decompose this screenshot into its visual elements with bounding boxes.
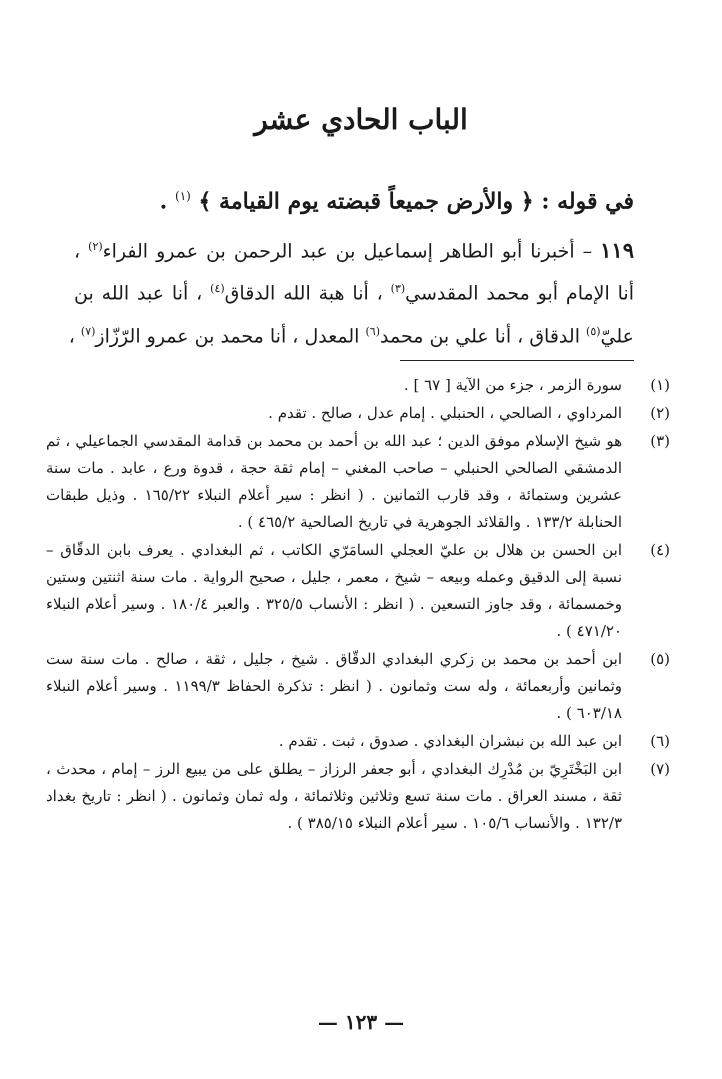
footnote-item bbox=[46, 372, 670, 399]
footnote-text: ابن الحسن بن هلال بن عليّ العجلي السامَرّي الكاتب ، ثم البغدادي . يعرف بابن الدقّاق – نسبة إلى الدقيق وعمله وبيعه – شيخ ، معمر ، جليل ، صحيح الرواية . مات سنة اثنتين وستين وخمسمائة ، وقد جاوز التسعين . ( انظر : الأنساب ٣٢٥/٥ . والعبر ١٨٠/٤ . وسير أعلام النبلاء ٤٧١/٢٠ ) . bbox=[46, 541, 623, 640]
footnote-item bbox=[46, 428, 670, 536]
footnote-ref: (٥) bbox=[586, 324, 601, 338]
footnote-text: ابن عبد الله بن نبشران البغدادي . صدوق ، ثبت . تقدم . bbox=[278, 732, 622, 750]
footnote-number: (١) bbox=[650, 376, 670, 394]
footnote-divider bbox=[400, 360, 634, 361]
footnote-item bbox=[46, 646, 670, 727]
footnote-item bbox=[46, 400, 670, 427]
main-line-3-a: عليّ bbox=[600, 324, 634, 347]
footnote-item bbox=[46, 728, 670, 755]
heading-suffix: . bbox=[159, 188, 175, 215]
footnote-number: (٧) bbox=[650, 760, 670, 778]
main-line-1 bbox=[74, 228, 634, 270]
footnotes bbox=[46, 372, 670, 838]
footnote-ref: (١) bbox=[175, 189, 191, 203]
footnote-ref: (٢) bbox=[88, 240, 103, 253]
main-line-2-a: أنا الإمام أبو محمد المقدسي bbox=[405, 282, 634, 305]
footnote-text: المرداوي ، الصالحي ، الحنبلي . إمام عدل ، صالح . تقدم . bbox=[268, 404, 622, 422]
footnote-ref: (٦) bbox=[365, 324, 381, 338]
footnote-number: (٣) bbox=[650, 432, 670, 450]
footnote-text: هو شيخ الإسلام موفق الدين ؛ عبد الله بن أحمد بن محمد بن قدامة المقدسي الجماعيلي ، ثم الدمشقي الصالحي الحنبلي – صاحب المغني – إمام ثقة حجة ، قدوة ورع ، عابد . مات سنة عشرين وستمائة ، وقد قارب الثمانين . ( انظر : سير أعلام النبلاء ١٦٥/٢٢ . وذيل طبقات الحنابلة ١٣٣/٢ . والقلائد الجوهرية في تاريخ الصالحية ٤٦٥/٢ ) . bbox=[46, 432, 622, 531]
heading-text: في قوله : ﴿ والأرض جميعاً قبضته يوم القيامة ﴾ bbox=[198, 188, 634, 215]
footnote-text: ابن البَخْتَرِيّ بن مُدْرِك البغدادي ، أبو جعفر الرزاز – يطلق على من يبيع الرز – إمام ، محدث ، ثقة ، مسند العراق . مات سنة تسع وثلاثين وثلاثمائة ، وله ثمان وثمانون . ( انظر : تاريخ بغداد ١٣٢/٣ . والأنساب ١٠٥/٦ . سير أعلام النبلاء ٣٨٥/١٥ ) . bbox=[46, 760, 622, 832]
entry-number: ١١٩ bbox=[600, 237, 634, 263]
main-line-3-end: ، bbox=[68, 324, 81, 347]
main-line-3-b: الدقاق ، أنا علي بن محمد bbox=[380, 324, 587, 347]
footnote-ref: (٤) bbox=[210, 282, 225, 296]
main-line-2-c: ، أنا عبد الله بن bbox=[74, 282, 211, 305]
footnote-text: سورة الزمر ، جزء من الآية [ ٦٧ ] . bbox=[403, 376, 622, 394]
footnote-ref: (٣) bbox=[390, 282, 406, 296]
footnote-item bbox=[46, 756, 670, 837]
footnote-item bbox=[46, 537, 670, 645]
footnote-number: (٥) bbox=[650, 650, 670, 668]
footnote-number: (٦) bbox=[650, 732, 670, 750]
main-line-1-text: – أخبرنا أبو الطاهر إسماعيل بن عبد الرحمن بن عمرو الفراء bbox=[102, 240, 593, 263]
page-number: — ١٢٣ — bbox=[317, 1010, 405, 1034]
footnote-number: (٢) bbox=[650, 404, 670, 422]
footnote-text: ابن أحمد بن محمد بن زكري البغدادي الدقّاق . شيخ ، جليل ، ثقة ، صالح . مات سنة ست وثمانين وأربعمائة ، وله ست وثمانون . ( انظر : تذكرة الحفاظ ١١٩٩/٣ . وسير أعلام النبلاء ٦٠٣/١٨ ) . bbox=[46, 650, 622, 722]
main-line-3 bbox=[68, 313, 634, 355]
chapter-title: الباب الحادي عشر bbox=[254, 103, 468, 136]
main-text bbox=[68, 228, 634, 355]
main-line-1-end: ، bbox=[74, 240, 89, 263]
main-line-2 bbox=[74, 270, 634, 312]
main-line-2-b: ، أنا هبة الله الدقاق bbox=[224, 282, 391, 305]
footnote-ref: (٧) bbox=[80, 324, 96, 338]
main-line-3-c: المعدل ، أنا محمد بن عمرو الرّزّاز bbox=[95, 324, 366, 347]
section-heading bbox=[74, 178, 634, 219]
footnote-number: (٤) bbox=[650, 541, 670, 559]
